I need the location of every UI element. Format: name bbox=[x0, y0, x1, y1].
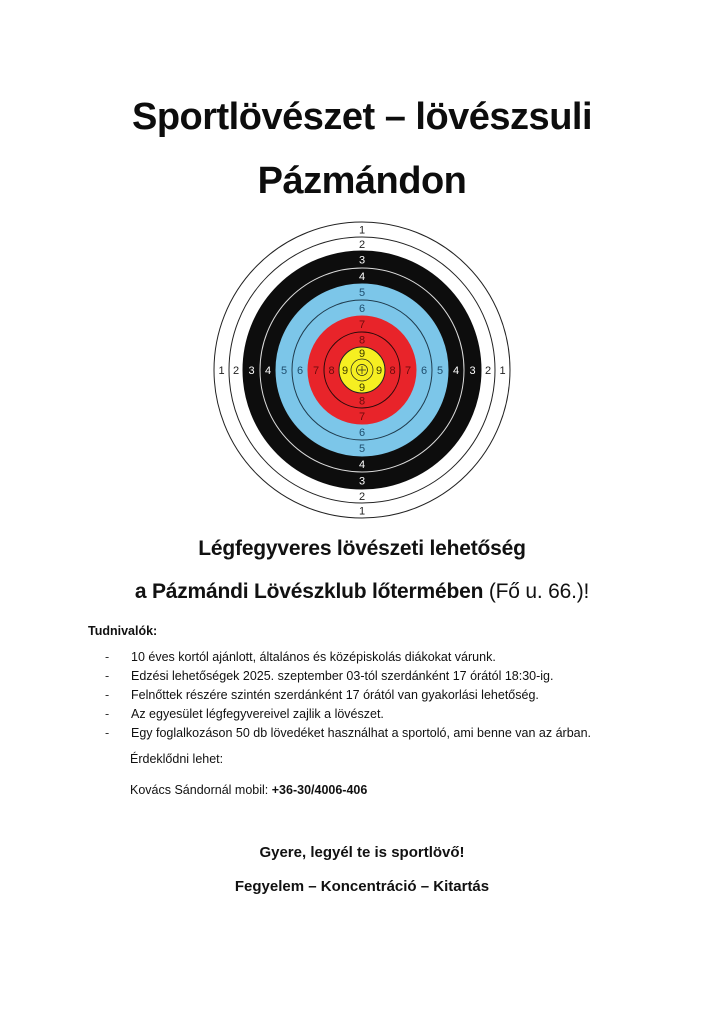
score-label-4: 4 bbox=[358, 271, 366, 283]
subtitle-line-2 bbox=[0, 580, 724, 604]
score-label-4: 4 bbox=[452, 365, 460, 377]
club-address: (Fő u. 66.)! bbox=[483, 580, 590, 603]
page-title-line-2: Pázmándon bbox=[257, 160, 467, 202]
score-label-9: 9 bbox=[341, 365, 349, 377]
score-label-2: 2 bbox=[358, 239, 366, 251]
bullet-dash: - bbox=[105, 650, 110, 664]
contact-person: Kovács Sándornál mobil: bbox=[130, 783, 272, 797]
score-label-5: 5 bbox=[280, 365, 288, 377]
bullet-dash: - bbox=[105, 707, 110, 721]
info-list bbox=[105, 648, 591, 743]
info-heading: Tudnivalók: bbox=[88, 624, 158, 638]
score-label-1: 1 bbox=[499, 365, 506, 377]
shooting-target-image bbox=[212, 220, 512, 520]
score-label-8: 8 bbox=[358, 395, 366, 408]
list-item-text: Edzési lehetőségek 2025. szeptember 03-tól szerdánként 17 órától 18:30-ig. bbox=[131, 669, 554, 683]
score-label-6: 6 bbox=[420, 365, 428, 377]
score-label-2: 2 bbox=[484, 365, 492, 377]
score-label-3: 3 bbox=[248, 365, 255, 377]
club-venue-name: a Pázmándi Lövészklub lőtermében bbox=[134, 580, 484, 603]
score-label-5: 5 bbox=[436, 365, 444, 377]
score-label-3: 3 bbox=[469, 365, 476, 377]
score-label-6: 6 bbox=[358, 303, 366, 315]
score-label-8: 8 bbox=[328, 365, 335, 377]
bullet-dash: - bbox=[105, 688, 110, 702]
score-label-7: 7 bbox=[358, 411, 366, 423]
list-item bbox=[105, 686, 591, 705]
score-label-4: 4 bbox=[358, 459, 366, 471]
score-label-7: 7 bbox=[358, 319, 366, 331]
list-item-text: Felnőttek részére szintén szerdánként 17 órától van gyakorlási lehetőség. bbox=[131, 688, 539, 702]
bullet-dash: - bbox=[105, 669, 110, 683]
score-label-6: 6 bbox=[358, 427, 366, 439]
score-label-1: 1 bbox=[218, 365, 225, 377]
score-label-9: 9 bbox=[358, 382, 366, 394]
score-label-2: 2 bbox=[358, 491, 366, 503]
page-title-line-1: Sportlövészet – lövészsuli bbox=[131, 96, 593, 138]
inquire-label: Érdeklődni lehet: bbox=[130, 752, 224, 766]
score-label-8: 8 bbox=[389, 365, 396, 377]
score-label-7: 7 bbox=[312, 365, 320, 377]
list-item bbox=[105, 705, 591, 724]
score-label-5: 5 bbox=[358, 443, 366, 455]
score-label-3: 3 bbox=[358, 254, 366, 267]
score-label-6: 6 bbox=[296, 365, 304, 377]
score-label-1: 1 bbox=[358, 224, 366, 237]
contact-phone: +36-30/4006-406 bbox=[271, 783, 368, 797]
score-label-9: 9 bbox=[375, 365, 383, 377]
score-label-7: 7 bbox=[404, 365, 412, 377]
score-label-8: 8 bbox=[358, 334, 366, 347]
list-item bbox=[105, 724, 591, 743]
score-label-9: 9 bbox=[358, 348, 366, 360]
contact-line bbox=[130, 783, 367, 797]
list-item-text: Egy foglalkozáson 50 db lövedéket használhat a sportoló, ami benne van az árban. bbox=[131, 726, 592, 740]
score-label-1: 1 bbox=[358, 505, 366, 518]
list-item bbox=[105, 648, 591, 667]
subtitle-line-1: Légfegyveres lövészeti lehetőség bbox=[198, 537, 526, 560]
bullet-dash: - bbox=[105, 726, 110, 740]
list-item-text: 10 éves kortól ajánlott, általános és középiskolás diákokat várunk. bbox=[131, 650, 496, 664]
list-item bbox=[105, 667, 591, 686]
list-item-text: Az egyesület légfegyvereivel zajlik a lövészet. bbox=[131, 707, 384, 721]
score-label-3: 3 bbox=[358, 475, 366, 488]
score-label-4: 4 bbox=[264, 365, 272, 377]
score-label-2: 2 bbox=[232, 365, 240, 377]
slogan-invite: Gyere, legyél te is sportlövő! bbox=[259, 844, 465, 861]
slogan-motto: Fegyelem – Koncentráció – Kitartás bbox=[234, 878, 490, 895]
score-label-5: 5 bbox=[358, 287, 366, 299]
